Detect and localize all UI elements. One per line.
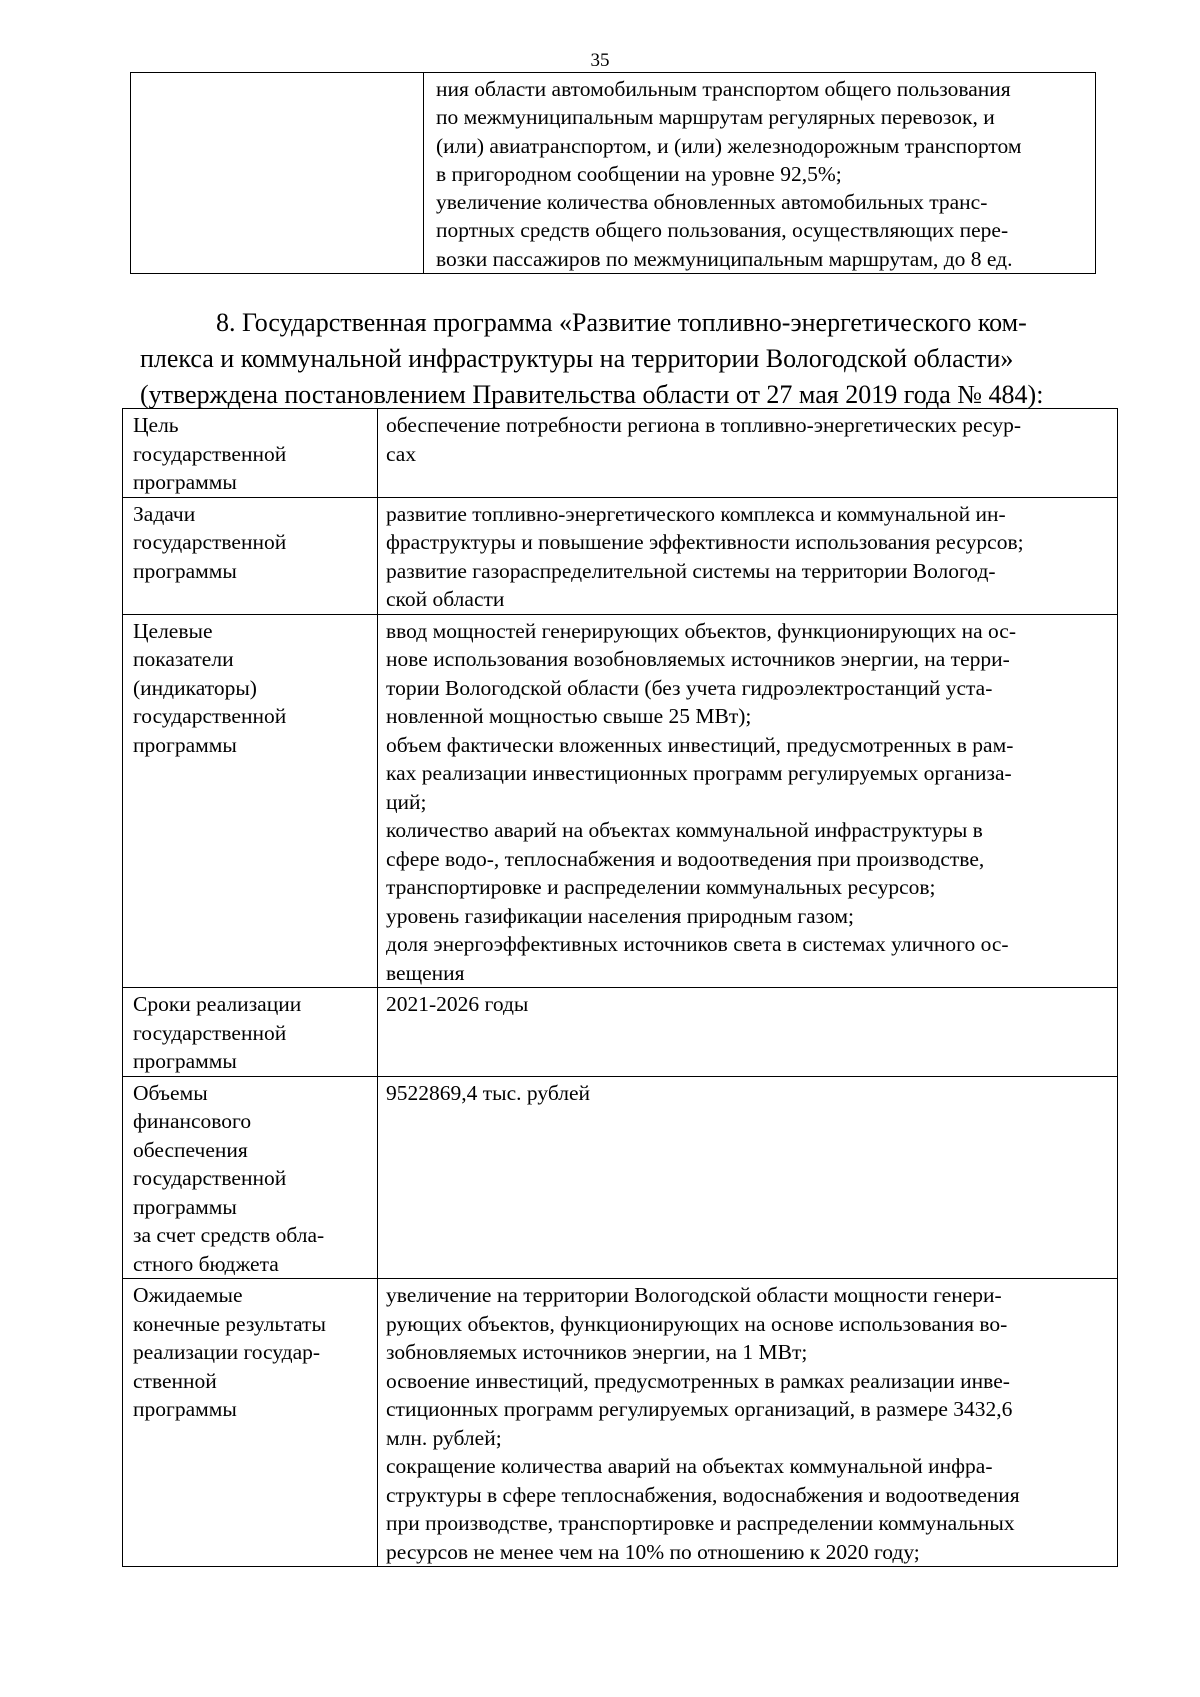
table-row-results [123, 1279, 1118, 1567]
row-value-indicators: ввод мощностей генерирующих объектов, функционирующих на ос- нове использования возобновляемых источников энергии, на терри- тории Вологодской области (без учета гидроэлектростанций уста- новленной мощностью свыше 25 МВт); объем фактически вложенных инвестиций, предусмотренных в рам- ках реализации инвестиционных программ регулируемых организа- ций; количество аварий на объектах коммунальной инфраструктуры в сфере водо-, теплоснабжения и водоотведения при производстве, транспортировке и распределении коммунальных ресурсов; уровень газификации населения природным газом; доля энергоэффективных источников света в системах уличного ос- вещения [378, 614, 1118, 988]
program-passport-table [122, 408, 1118, 1567]
table-row-timeline [123, 988, 1118, 1077]
section-heading [140, 305, 1090, 413]
heading-line-2: плекса и коммунальной инфраструктуры на территории Вологодской области» [140, 344, 1014, 373]
row-label-funding: Объемы финансового обеспечения государственной программы за счет средств обла- стного бюджета [123, 1076, 378, 1279]
heading-line-1: 8. Государственная программа «Развитие топливно-энергетического ком- [216, 308, 1027, 337]
heading-line-3: (утверждена постановлением Правительства области от 27 мая 2019 года № 484): [140, 380, 1044, 409]
row-value-funding: 9522869,4 тыс. рублей [378, 1076, 1118, 1279]
table-row-tasks [123, 497, 1118, 614]
table-row-funding [123, 1076, 1118, 1279]
page-number: 35 [590, 50, 610, 71]
table-row [131, 73, 1096, 274]
row-value-results: увеличение на территории Вологодской области мощности генери- рующих объектов, функционирующих на основе использования во- зобновляемых источников энергии, на 1 МВт; освоение инвестиций, предусмотренных в рамках реализации инве- стиционных программ регулируемых организаций, в размере 3432,6 млн. рублей; сокращение количества аварий на объектах коммунальной инфра- структуры в сфере теплоснабжения, водоснабжения и водоотведения при производстве, транспортировке и распределении коммунальных ресурсов не менее чем на 10% по отношению к 2020 году; [378, 1279, 1118, 1567]
row-label-results: Ожидаемые конечные результаты реализации государ- ственной программы [123, 1279, 378, 1567]
row-label-timeline: Сроки реализации государственной программы [123, 988, 378, 1077]
continuation-table [130, 72, 1096, 274]
continuation-left-cell [131, 73, 424, 274]
table-row-indicators [123, 614, 1118, 988]
table-row-goal [123, 409, 1118, 498]
row-value-goal: обеспечение потребности региона в топливно-энергетических ресур- сах [378, 409, 1118, 498]
continuation-right-cell: ния области автомобильным транспортом общего пользования по межмуниципальным маршрутам регулярных перевозок, и (или) авиатранспортом, и (или) железнодорожным транспортом в пригородном сообщении на уровне 92,5%; увеличение количества обновленных автомобильных транс- портных средств общего пользования, осуществляющих пере- возки пассажиров по межмуниципальным маршрутам, до 8 ед. [424, 73, 1096, 274]
row-label-tasks: Задачи государственной программы [123, 497, 378, 614]
row-value-tasks: развитие топливно-энергетического комплекса и коммунальной ин- фраструктуры и повышение эффективности использования ресурсов; развитие газораспределительной системы на территории Вологод- ской области [378, 497, 1118, 614]
row-label-goal: Цель государственной программы [123, 409, 378, 498]
row-label-indicators: Целевые показатели (индикаторы) государственной программы [123, 614, 378, 988]
row-value-timeline: 2021-2026 годы [378, 988, 1118, 1077]
